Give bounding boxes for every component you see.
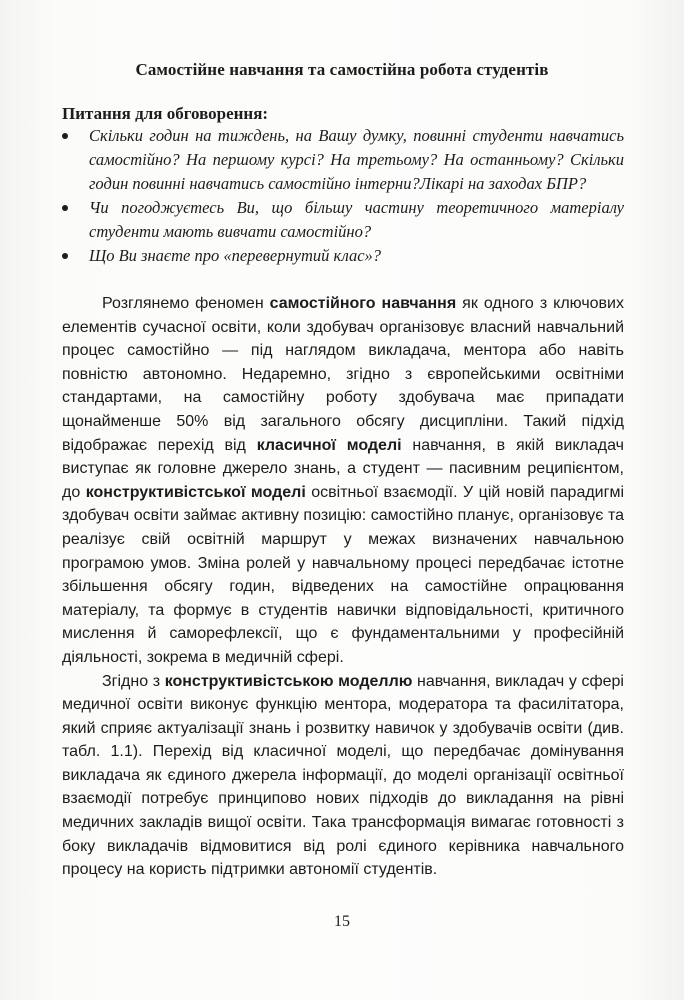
paragraph-text: Згідно з bbox=[102, 672, 165, 690]
question-item bbox=[62, 124, 624, 196]
page-number: 15 bbox=[334, 913, 350, 930]
bold-term: самостійного навчання bbox=[269, 295, 457, 312]
bullet-icon bbox=[62, 205, 68, 211]
section-title: Самостійне навчання та самостійна робота студентів bbox=[135, 60, 549, 79]
bold-term: конструктивістською моделлю bbox=[164, 672, 413, 690]
paragraph-text: навчання, в якій викладач виступає як головне джерело знань, а студент — пасивним реципієнтом, до bbox=[62, 436, 624, 501]
paragraph-text: як одного з ключових елементів сучасної освіти, коли здобувач організовує власний навчальний процес самостійно — під наглядом викладача, ментора або навіть повністю автономно. Недаремно, згідно з європейськими освітніми стандартами, на самостійну роботу здобувача має припадати щонайменше 50% від загального обсягу дисципліни. Такий підхід відображає перехід від bbox=[62, 295, 624, 454]
paragraph-text: освітньої взаємодії. У цій новій парадигмі здобувач освіти займає активну позицію: самостійно планує, організовує та реалізує свій освітній маршрут у межах визначених навчальною програмою умов. Зміна ролей у навчальному процесі передбачає істотне збільшення обсягу годин, відведених на самостійне опрацювання матеріалу, та формує в студентів навички відповідальності, критичного мислення й саморефлексії, що є фундаментальними у професійній діяльності, зокрема в медичній сфері. bbox=[62, 483, 625, 666]
question-text: Чи погоджуєтесь Ви, що більшу частину теоретичного матеріалу студенти мають вивчати самостійно? bbox=[89, 198, 624, 241]
question-text: Що Ви знаєте про «перевернутий клас»? bbox=[89, 246, 382, 265]
paragraph-text: Розглянемо феномен bbox=[102, 295, 270, 312]
question-item bbox=[62, 196, 624, 244]
question-item bbox=[62, 244, 624, 268]
questions-heading: Питання для обговорення: bbox=[62, 104, 269, 123]
question-text: Скільки годин на тиждень, на Вашу думку, повинні студенти навчатись самостійно? На першому курсі? На третьому? На останньому? Скільки годин повинні навчатись самостійно інтерни?Лікарі на заходах БПР? bbox=[89, 126, 624, 193]
questions-list bbox=[62, 124, 624, 268]
paragraph bbox=[62, 670, 624, 882]
bold-term: класичної моделі bbox=[256, 436, 402, 454]
paragraph bbox=[62, 292, 624, 670]
bullet-icon bbox=[62, 253, 68, 259]
paragraph-text: навчання, викладач у сфері медичної освіти виконує функцію ментора, модератора та фасилітатора, який сприяє актуалізації знань і розвитку навичок у здобувачів освіти (див. табл. 1.1). Перехід від класичної моделі, що передбачає домінування викладача як єдиного джерела інформації, до моделі організації освітньої взаємодії потребує принципово нових підходів до викладання на рівні медичних закладів вищої освіти. Така трансформація вимагає готовності з боку викладачів відмовитися від ролі єдиного керівника навчального процесу на користь підтримки автономії студентів. bbox=[62, 672, 624, 879]
body-text bbox=[62, 292, 624, 882]
bold-term: конструктивістської моделі bbox=[85, 483, 306, 501]
bullet-icon bbox=[62, 133, 68, 139]
